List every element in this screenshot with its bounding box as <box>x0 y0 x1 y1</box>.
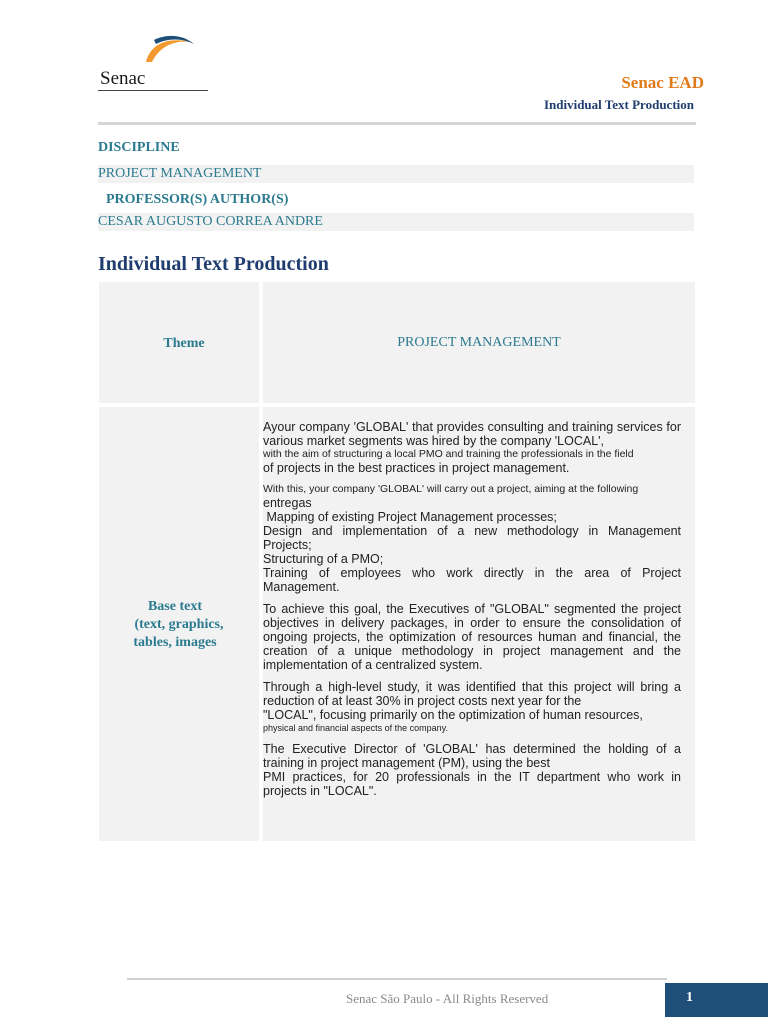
footer-divider <box>127 978 667 980</box>
base-paragraph: with the aim of structuring a local PMO and training the professionals in the field <box>263 448 634 460</box>
header-divider <box>98 122 696 125</box>
brand-title: Senac EAD <box>621 73 704 92</box>
page-number-box <box>665 983 768 1017</box>
authors-value: CESAR AUGUSTO CORREA ANDRE <box>98 213 694 231</box>
senac-swoosh-icon <box>140 32 196 66</box>
base-paragraph: To achieve this goal, the Executives of "GLOBAL" segmented the project objectives in delivery packages, in order to ensure the consolidation of ongoing projects, the optimization of resources human and financial, the creation of a unique methodology in project management and the implementation of a centralized system. <box>263 602 681 672</box>
discipline-label: DISCIPLINE <box>98 140 180 155</box>
base-paragraph: of projects in the best practices in project management. <box>263 461 570 475</box>
base-label-line: tables, images <box>133 635 217 650</box>
page-number: 1 <box>686 990 693 1005</box>
base-label-line: Base text <box>147 599 203 614</box>
footer-copyright: Senac São Paulo - All Rights Reserved <box>346 991 549 1006</box>
base-paragraph: The Executive Director of 'GLOBAL' has determined the holding of a training in project management (PM), using the best <box>263 742 681 770</box>
base-text <box>263 420 681 798</box>
base-paragraph: physical and financial aspects of the company. <box>263 723 448 733</box>
deliverable-item: Mapping of existing Project Management processes; <box>263 510 557 524</box>
base-paragraph: PMI practices, for 20 professionals in the IT department who work in projects in "LOCAL". <box>263 770 681 798</box>
deliverable-item: Training of employees who work directly in the area of Project Management. <box>263 566 681 594</box>
discipline-value: PROJECT MANAGEMENT <box>98 165 694 183</box>
theme-label: Theme <box>163 336 205 351</box>
authors-label: PROFESSOR(S) AUTHOR(S) <box>106 192 289 207</box>
senac-logo <box>98 30 210 94</box>
base-paragraph: Through a high-level study, it was identified that this project will bring a reduction of at least 30% in project costs next year for the <box>263 680 681 708</box>
deliverable-item: Design and implementation of a new methodology in Management Projects; <box>263 524 681 552</box>
base-paragraph: Ayour company 'GLOBAL' that provides consulting and training services for various market segments was hired by the company 'LOCAL', <box>263 420 681 448</box>
theme-value: PROJECT MANAGEMENT <box>397 335 561 350</box>
document-type: Individual Text Production <box>543 97 694 112</box>
base-paragraph: "LOCAL", focusing primarily on the optimization of human resources, <box>263 708 643 722</box>
base-paragraph: With this, your company 'GLOBAL' will carry out a project, aiming at the following <box>263 483 639 495</box>
page-title: Individual Text Production <box>98 253 329 275</box>
logo-text: Senac <box>100 68 146 89</box>
base-label <box>99 598 251 652</box>
base-label-line: (text, graphics, <box>134 617 224 632</box>
logo-underline <box>98 90 208 91</box>
base-paragraph: entregas <box>263 496 312 510</box>
deliverable-item: Structuring of a PMO; <box>263 552 384 566</box>
